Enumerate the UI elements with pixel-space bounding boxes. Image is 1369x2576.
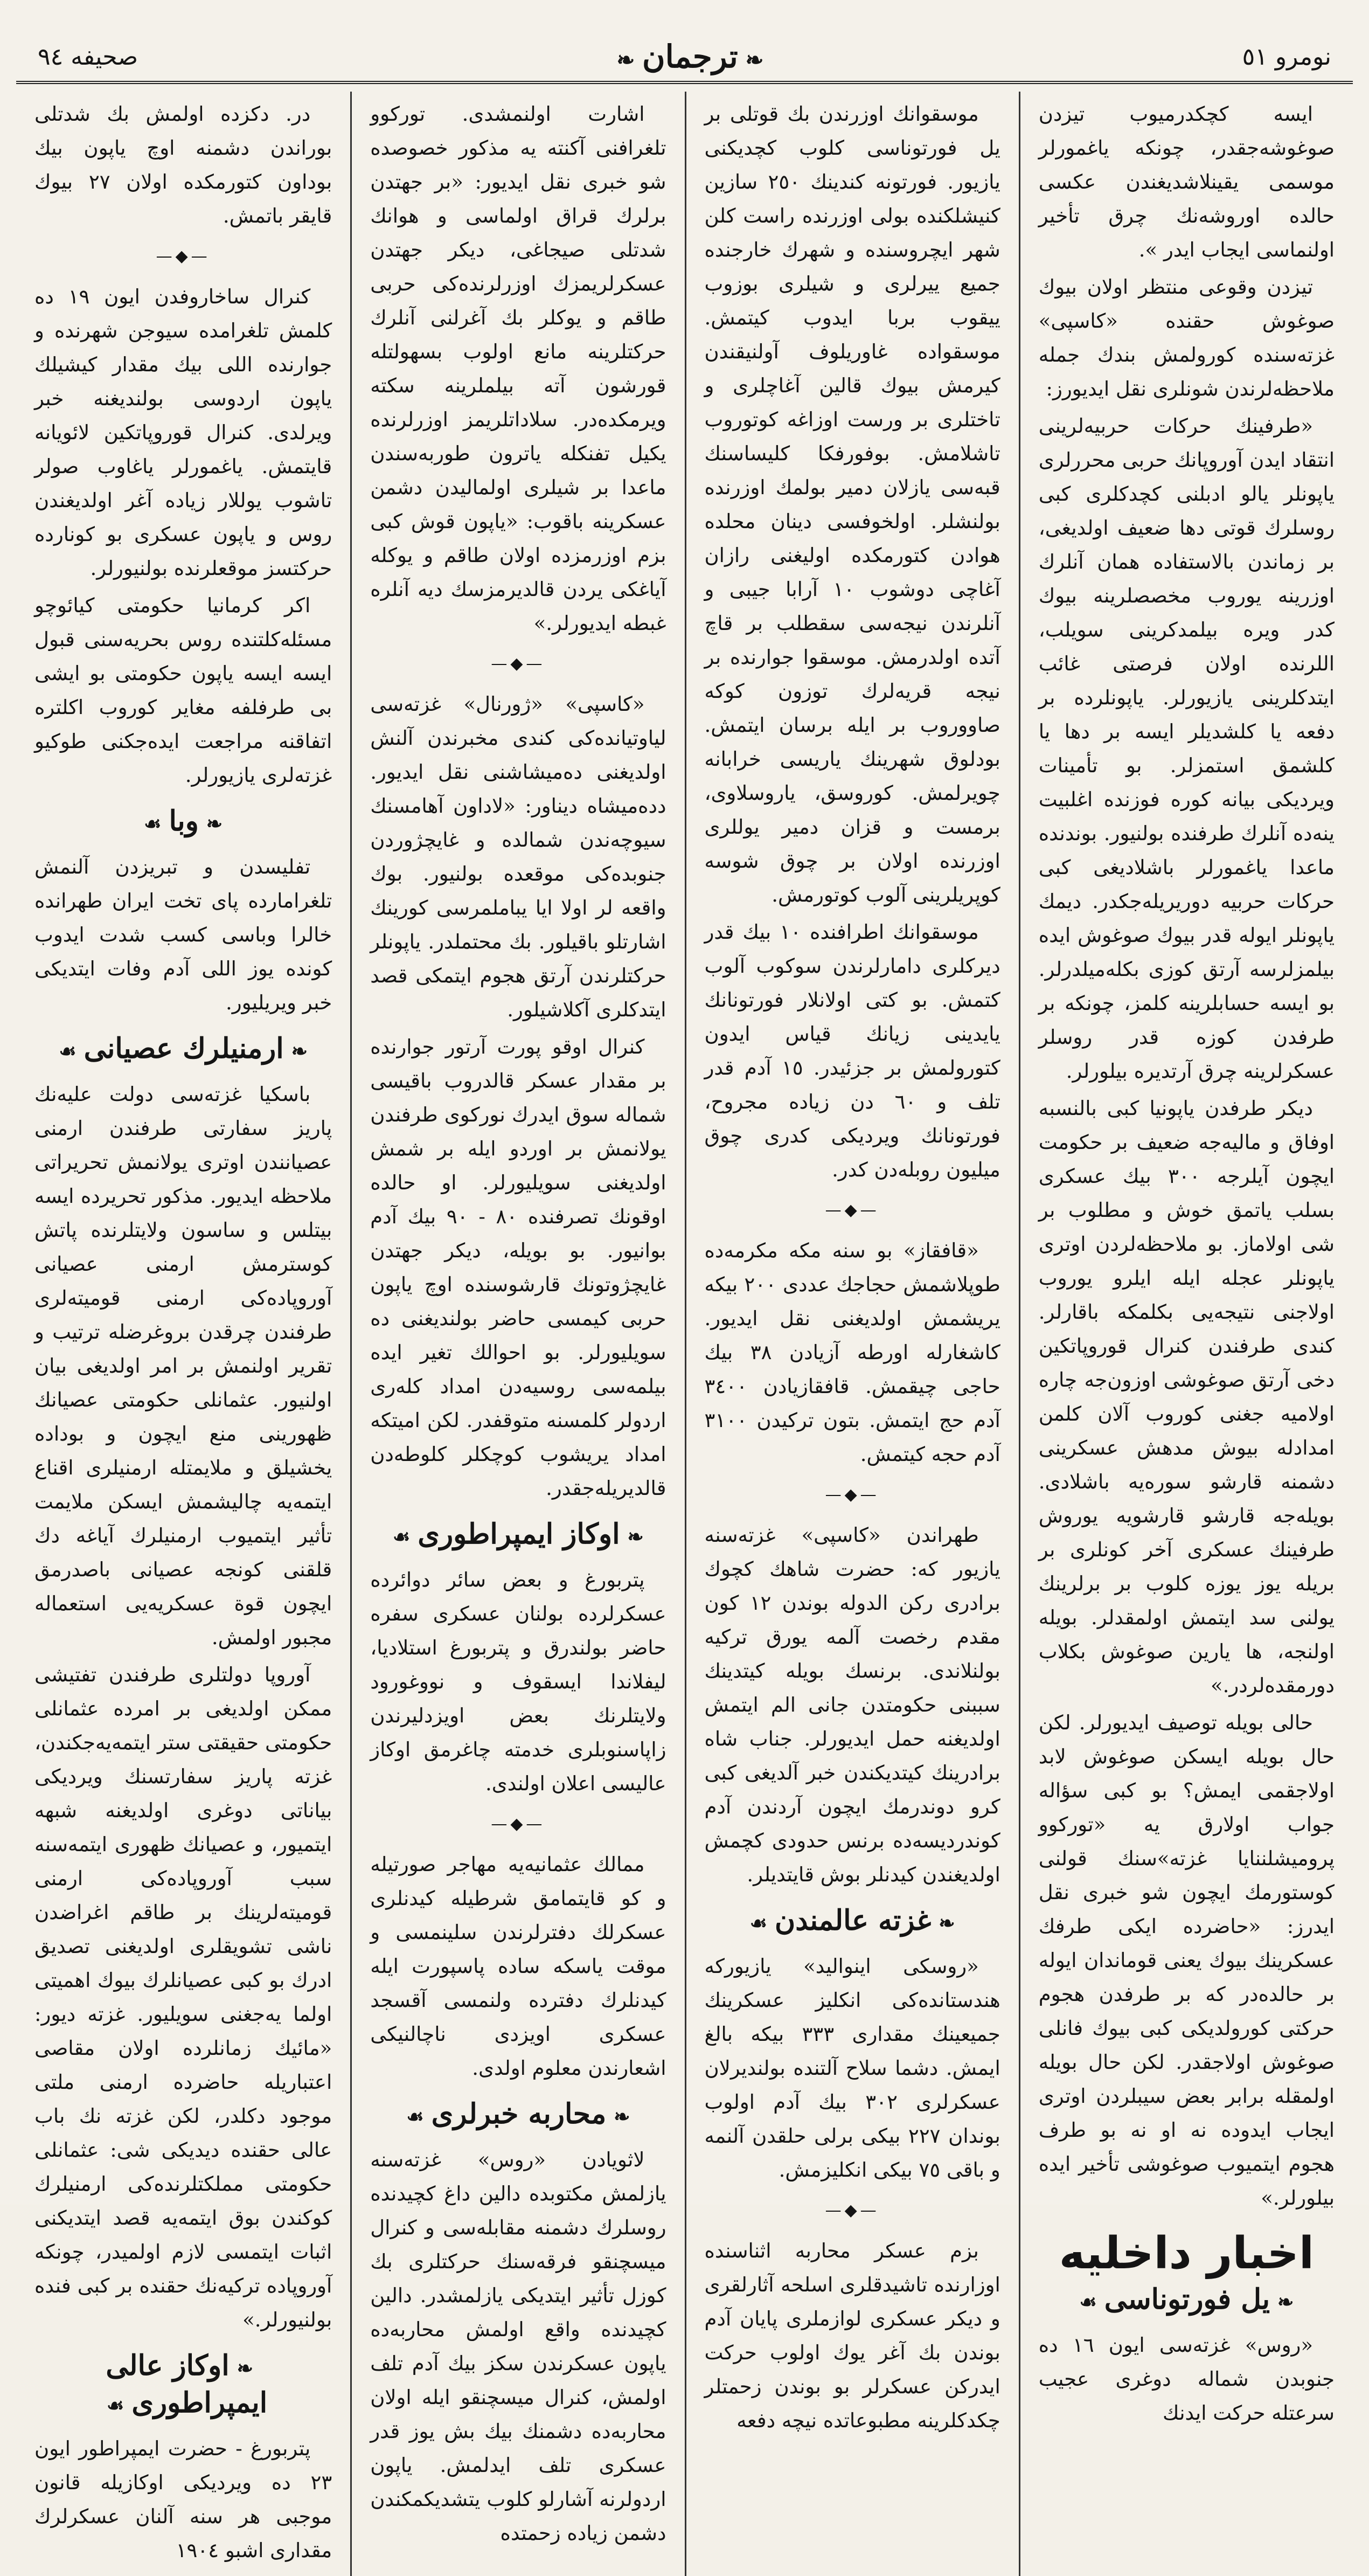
paragraph: كنرال اوقو پورت آرتور جوارنده بر مقدار عسكر قالدروب باقيسی شماله سوق ايدرك نوركوی طرفندن يولانمش بر اوردو ايله بر شمش اولديغنی سويليورلر. او حالده اوقونك تصرفنده ٨٠ - ٩٠ بيك آدم بوانيور. بو بويله، ديكر جهتدن غايچژوتونك قارشوسنده اوچ ياپون حربی كيمسی حاضر بولنديغنی ده سويليورلر. بو احوالك تغير ايده بيلمه‌سی روسيه‌دن امداد كله‌ری اردولر كلمسنه متوقفدر. لكن اميتكه امداد يريشوب كوچكلر كلوطه‌دن قالديريله‌جقدر.: [370, 1035, 666, 1500]
section-banner-domestic-news: اخبار داخليه: [1059, 2228, 1314, 2279]
ornament-icon: ❧: [1277, 2291, 1294, 2314]
separator: —◆—: [491, 1815, 546, 1833]
section-heading: [370, 1517, 666, 1554]
separator: —◆—: [825, 1201, 880, 1220]
ornament-icon: ☙: [1079, 2291, 1097, 2314]
section-heading: [1039, 2282, 1335, 2319]
ornament-icon: ☙: [144, 813, 162, 835]
paragraph: تفليسدن و تبريزدن آلنمش تلغرامارده پای تخت ايران طهرانده خالرا وباسی كسب شدت ايدوب كونده يوز اللی آدم وفات ايتديكی خبر ويريليور.: [34, 855, 332, 1014]
paragraph: موسقوانك اوزرندن بك قوتلی بر يل فورتوناسی كلوب كچديكنی يازيور. فورتونه كندينك ٢٥٠ سازين كنيشلكنده بولی اوزرنده راست كلن شهر ايچروسنده و شهرك خارجنده جميع ييرلری و شيلری بوزوب ييقوب بربا ايدوب كيتمش. موسقواده غاوريلوف آولنيقندن كيرمش بيوك قالين آغاچلری و تاختلری بر ورست اوزاغه كوتوروب تاشلامش. بوفورفكا كليساسنك قبه‌سی يازلان دمير بولمك اوزرنده بولنشلر. اولخوفسی دينان محلده هوادن كتورمكده اوليغنی رازان آغاچی دوشوب ١٠ آرابا جيبی و آنلرندن نيجه‌سی سقطلب بر قاچ آتده اولدرمش. موسقوا جوارنده بر نيجه قريه‌لرك توزون كوكه صاووروب بر ايله برسان ايتمش. بودلوق شهرينك ياريسی خرابانه چويرلمش. كوروسق، ياروسلاوی، برمست و قزان دمير يوللری اوزرنده اولان بر چوق شوسه كوپريلرينی آلوب كوتورمش.: [704, 102, 1000, 906]
paragraph: لاثويادن «روس» غزته‌سنه يازلمش مكتوبده دالين داغ كچيدنده روسلرك دشمنه مقابله‌سی و كنرال ميسچنقو فرقه‌سنك حركتلری بك كوزل تأثير ايتديكی يازلمشدر. دالين كچيدنده واقع اولمش محاربه‌ده ياپون عسكرندن سكز بيك آدم تلف اولمش، كنرال ميسچنقو ايله اولان محاربه‌ده دشمنك بيك بش يوز قدر عسكری تلف ايدلمش. ياپون اردولرنه آشارلو كلوب يتشديكمكندن دشمن زياده زحمتده: [370, 2148, 666, 2545]
separator: —◆—: [825, 1485, 880, 1504]
section-heading: [34, 1031, 332, 1069]
ornament-icon: ❧: [206, 813, 223, 835]
paragraph: «روسكی اينواليد» يازيوركه هندستانده‌كی انكليز عسكرينك جميعينك مقداری ٣٣٣ بيكه بالغ ايمش. دشما سلاح آلتنده بولنديرلان عسكرلری ٣٠٢ بيك آدم اولوب بوندان ٢٢٧ بيكی برلی حلقدن آلنمه و باقی ٧٥ بيكی انكليزمش.: [704, 1955, 1000, 2182]
column-4: [16, 92, 350, 2576]
issue-number: نومرو ٥١: [1242, 43, 1331, 71]
heading-text: اوكاز عالی ايمپراطوری: [106, 2349, 268, 2419]
ornament-icon: ❧: [237, 2357, 253, 2380]
section-heading: [34, 804, 332, 841]
paragraph: تيزدن وقوعی منتظر اولان بيوك صوغوش حقنده «كاسپی» غزته‌سنده كورولمش بندك جمله ملاحظه‌لرندن شونلری نقل ايديورز:: [1038, 275, 1335, 400]
heading-text: اوكاز ايمپراطوری: [418, 1518, 620, 1550]
paragraph: «قافقاز» بو سنه مكه مكرمه‌ده طوپلاشمش حجاجك عددی ٢٠٠ بيكه يريشمش اولديغنی نقل ايديور. كاشغارله اورطه آزيادن ٣٨ بيك حاجی چيقمش. قافقازيادن ٣٤٠٠ آدم حج ايتمش. بتون تركيدن ٣١٠٠ آدم حجه كيتمش.: [704, 1239, 1000, 1466]
heading-text: محاربه خبرلری: [431, 2097, 607, 2130]
paragraph: پتربورغ و بعض سائر دوائرده عسكرلرده بولنان عسكری سفره حاضر بولندرق و پتربورغ استلاديا، ليفلاندا ايسقوف و نووغورود ولايتلرنك بعض اويزدليرندن زاپاسنوبلری خدمته چاغرمق اوكاز عاليسی اعلان اولندی.: [370, 1568, 666, 1795]
heading-text: غزته عالمندن: [775, 1904, 932, 1937]
ornament-icon: ☙: [59, 1040, 77, 1063]
paragraph: پتربورغ - حضرت ايمپراطور ايون ٢٣ ده ويرديكی اوكازيله قانون موجبی هر سنه آلنان عسكرلرك مقداری اشبو ١٩٠٤: [34, 2437, 332, 2562]
column-2: [685, 92, 1019, 2576]
article-columns: [16, 92, 1353, 2562]
heading-text: ارمنيلرك عصيانی: [84, 1032, 284, 1065]
paragraph: موسقوانك اطرافنده ١٠ بيك قدر ديركلری دامارلرندن سوكوب آلوب كتمش. بو كتی اولانلار فورتونانك يايدينی زيانك قياس ايدون كتورولمش بر جزئيدر. ١٥ آدم قدر تلف و ٦٠ دن زياده مجروح، فورتونانك ويرديكی كدری چوق ميليون روبله‌دن كدر.: [704, 920, 1000, 1181]
ornament-icon: ❧: [939, 1912, 955, 1935]
paragraph: باسكيا غزته‌سی دولت عليه‌نك پاريز سفارتی طرفندن ارمنی عصيانندن اوتری يولانمش تحريراتی ملاحظه ايديور. مذكور تحريرده ايسه بيتلس و ساسون ولايتلرنده پاتش كوسترمش ارمنی عصيانی آوروپاده‌كی ارمنی قوميته‌لری طرفندن چرقدن بروغرضله ترتيب و تقرير اولنمش بر امر اولديغی بيان اولنيور. عثمانلی حكومتی عصيانك ظهورينی منع ايچون و بوداده يخشيلق و ملايمتله ارمنيلری اقناع ايتمه‌يه چاليشمش ايسكن ملايمت تأثير ايتميوب ارمنيلرك آياغه دك قلقنی كونجه عصيانی باصدرمق ايچون قوة عسكريه‌يی استعماله مجبور اولمش.: [34, 1083, 332, 1649]
paragraph: «كاسپی» «ژورنال» غزته‌سی لياوتيانده‌كی كندی مخبرندن آلنش اولديغنی ده‌ميشاشنی نقل ايديور. دده‌ميشاه ديناور: «لاداون آهامسنك سيوچه‌ندن شمالده و غايچژوردن جنوبده‌كی موقعده بولنيور. بوك واقعه لر اولا ايا يباملمرسی كورينك اشارتلو باقيلور. بك محتملدر. ياپونلر حركتلرندن آرتق هجوم ايتمكی قصد ايتدكلری آكلاشيلور.: [370, 693, 666, 1021]
ornament-icon: ☙: [107, 2394, 124, 2417]
heading-text: وبا: [169, 805, 199, 837]
paragraph: «روس» غزته‌سی ايون ١٦ ده جنوبدن شماله دوغری عجيب سرعتله حركت ايدنك: [1038, 2333, 1335, 2425]
paragraph: اشارت اولنمشدی. توركوو تلغرافنی آكنته يه مذكور خصوصده شو خبری نقل ايديور: «بر جهتدن برلرك قراق اولماسی و هوانك شدتلی صيجاغی، ديكر جهتدن عسكرلريمزك اوزرلرنده‌كی حربی طاقم و يوكلر بك آغرلنی آنلرك حركتلرينه مانع اولوب بسهولتله قورشون آته بيلملرينه سكته ويرمكده‌در. سلاداتلريمز اوزرلرنده يكيل تفنكله ياترون طوربه‌سندن ماعدا بر شيلری اولماليدن دشمن عسكرينه باقوب: «ياپون قوش كبی بزم اوزرمزده اولان طاقم و يوكله آياغكی يردن قالديرمزسك ديه آنلره غبطه ايديورلر.»: [370, 102, 666, 635]
masthead: [16, 32, 1353, 84]
ornament-icon: ☙: [406, 2106, 424, 2128]
paragraph: «طرفينك حركات حربيه‌لرينی انتقاد ايدن آوروپانك حربی محررلری ياپونلر يالو ادبلنی كچدكلری كبی روسلرك قوتی دها ضعيف اولديغی، بر زماندن بالاستفاده همان آنلرك اوزرينه يوروب مخصصلرينه بيوك كدر ويره بيلمدكرينی سويلب، اللرنده اولان فرصتی غائب ايتدكلرينی يازيورلر. ياپونلرده بر دفعه يا كلشديلر ايسه بر دها يا كلشمق استمزلر. بو تأمينات ويرديكی بيانه كوره فوزنده اغلبيت ينه‌ده آنلرك طرفنده بولنيور. بوندنده ماعدا ياغمورلر باشلاديغی كبی حركات حربيه دوريريله‌جكدر. ديمك ياپونلر ايوله قدر بيوك صوغوش ايده بيلمزلرسه آرتق كوزی بكله‌ميلدرلر. بو ايسه حسابلرينه كلمز، چونكه بر طرفدن كوزه قدر روسلر عسكرلرينه چرق آرتديره بيلورلر.: [1038, 414, 1335, 1083]
column-1: [1019, 92, 1353, 2576]
paragraph: اكر كرمانيا حكومتی كيائوچو مسئله‌كلتنده روس بحريه‌سنی قبول ايسه ايسه ياپون حكومتی بو ايشی بی طرفلفه مغاير كوروب اكلتره اتفاقنه مراجعت ايده‌جكنی طوكيو غزته‌لری يازيورلر.: [34, 594, 332, 787]
paragraph: كنرال ساخاروفدن ايون ١٩ ده كلمش تلغرامده سيوجن شهرنده و جوارنده اللی بيك مقدار كيشيلك ياپون اردوسی بولنديغنه خبر ويرلدی. كنرال قوروپاتكين لائويانه قايتمش. ياغمورلر ياغاوب صولر تاشوب يوللار زياده آغر اولديغندن روس و ياپون عسكری بو كونارده حركتسز موقعلرنده بولنيورلر.: [34, 285, 332, 580]
newspaper-title: ❧ ترجمان ❧: [617, 38, 764, 75]
paragraph: آوروپا دولتلری طرفندن تفتيشی ممكن اولديغی بر امرده عثمانلی حكومتی حقيقتی ستر ايتمه‌يه‌جكندن، غزته پاريز سفارتسنك ويرديكی بياناتی دوغری اولديغنه شبهه ايتميور، و عصيانك ظهوری ايتمه‌سنه سبب آوروپاده‌كی ارمنی قوميته‌لرينك بر طاقم اغراضدن ناشی تشويقلری اولديغنی تصديق ادرك بو كبی عصيانلرك بيوك اهميتی اولما يه‌جغنی سويليور. غزته ديور: «مائيك زمانلرده اولان مقاصی اعتباريله حاضرده ارمنی ملتی موجود دكلدر، لكن غزته نك باب عالی حقنده ديديكی شی: عثمانلی حكومتی مملكتلرنده‌كی ارمنيلرك كوكندن بوق ايتمه‌يه قصد ايتديكنی اثبات ايتمسی لازم اولميدر، چونكه آوروپاده تركيه‌نك حقنده بر كبی فنده بولنيورلر.»: [34, 1663, 332, 2331]
page-number: صحيفه ٩٤: [38, 43, 138, 71]
column-3: [350, 92, 684, 2576]
separator: —◆—: [491, 654, 546, 673]
ornament-icon: ☙: [749, 1912, 768, 1935]
section-heading: [705, 1903, 1000, 1941]
ornament-icon: ❧: [291, 1040, 308, 1063]
paragraph: در. دكزده اولمش بك شدتلی بوراندن دشمنه اوچ ياپون بيك بوداون كتورمكده اولان ٢٧ بيوك قايقر باتمش.: [34, 102, 332, 227]
section-heading: [370, 2097, 666, 2134]
heading-text: يل فورتوناسی: [1104, 2283, 1270, 2316]
paragraph: طهراندن «كاسپی» غزته‌سنه يازيور كه: حضرت شاهك كچوك برادری ركن الدوله بوندن ١٢ كون مقدم رخصت آلمه يورق تركيه بولنلاندی. برنسك بويله كيتدينك سببنی حكومتدن جانی الم ايتمش اولديغنه حمل ايديورلر. جناب شاه برادرينك كيتديكندن خبر آلديغی كبی كرو دوندرمك ايچون آردندن آدم كوندرديسه‌ده برنس حدودی كچمش اولديغندن كيدنلر بوش قايتديلر.: [704, 1524, 1000, 1886]
paragraph: ايسه كچكدرميوب تيزدن صوغوشه‌جقدر، چونكه ياغمورلر موسمی يقينلاشديغندن عكسی حالده اوروشه‌نك چرق تأخير اولنماسی ايجاب ايدر ».: [1038, 102, 1335, 261]
paragraph: بزم عسكر محاربه اثناسنده اوزارنده تاشيدقلری اسلحه آثارلقری و ديكر عسكری لوازملری پايان آدم بوندن بك آغر يوك اولوب حركت ايدركن عسكرلر بو بوندن زحمتلر چكدكلرينه مطبوعاتده نيچه دفعه: [704, 2239, 1000, 2432]
paragraph: حالی بويله توصيف ايديورلر. لكن حال بويله ايسكن صوغوش لابد اولاجقمی ايمش؟ بو كبی سؤاله جواب اولارق يه «توركوو پروميشلننايا غزته»سنك قولنی كوستورمك ايچون شو خبری نقل ايدرز: «حاضرده ايكی طرفك عسكرينك بيوك يعنی قوماندان ايوله بر حالده‌در كه بر طرفدن هجوم حركتی كورولديكی كبی بيوك فانلی صوغوش اولاجقدر. لكن حال بويله اولمقله برابر بعض سيبلردن اوتری ايجاب ايدوده نه او نه بو طرف هجوم ايتميوب صوغوشی تأخير ايده بيلورلر.»: [1038, 1711, 1335, 2210]
separator: —◆—: [825, 2201, 880, 2220]
ornament-icon: ❧: [614, 2106, 630, 2128]
paragraph: ديكر طرفدن ياپونيا كبی بالنسبه اوفاق و ماليه‌جه ضعيف بر حكومت ايچون آيلرجه ٣٠٠ بيك عسكری بسلب ياتمق خوش و مطلوب بر شی اولاماز. بو ملاحظه‌لردن اوتری ياپونلر عجله ايله ايلرو يوروب اولاجنی نتيجه‌يی بكلمكه باقارلر. كندی طرفندن كنرال قوروپاتكين دخی آرتق صوغوشی اوزون‌جه چاره اولاميه جغنی كوروب آلان كلمن امدادله بيوش مدهش عسكرينی دشمنه قارشو سوره‌يه باشلادی. بويله‌جه قارشو قارشويه يوروش طرفينك عسكری آخر كونلری بر بريله يوز يوزه كلوب بر برلرينك يولنی سد ايتمش اولمقدلر. بويله اولنجه، ها يارين صوغوش بكلاب دورمقده‌لردر.»: [1038, 1097, 1335, 1697]
paragraph: ممالك عثمانيه‌يه مهاجر صورتيله و كو قايتمامق شرطيله كيدنلری عسكرلك دفترلرندن سلينمسی و موقت ياسكه ساده پاسپورت ايله كيدنلرك دفترده ولنمسی آقسجد عسكری اويزدی ناچالنيكی اشعارندن معلوم اولدی.: [370, 1853, 666, 2080]
section-heading: [34, 2349, 332, 2423]
ornament-icon: ❧: [627, 1526, 644, 1548]
ornament-icon: ☙: [393, 1526, 411, 1548]
separator: —◆—: [156, 247, 211, 266]
